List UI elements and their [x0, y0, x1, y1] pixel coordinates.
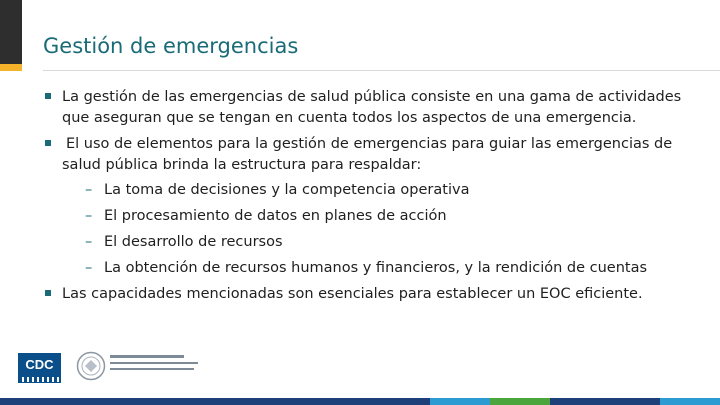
university-wordmark-line — [110, 368, 194, 370]
cdc-logo-text: CDC — [25, 357, 54, 372]
subitem-3: El desarrollo de recursos — [104, 234, 283, 250]
square-bullet-icon — [45, 140, 51, 146]
square-bullet-icon — [45, 290, 51, 296]
bullet-2-line-1: El uso de elementos para la gestión de emergencias para guiar las emergencias de — [66, 136, 673, 152]
bullet-2-line-2: salud pública brinda la estructura para respaldar: — [62, 157, 422, 173]
footer-color-strip — [0, 398, 720, 405]
subitem-1: La toma de decisiones y la competencia operativa — [104, 182, 470, 198]
corner-accent-stripe — [0, 64, 22, 71]
bullet-3-line-1: Las capacidades mencionadas son esenciales para establecer un EOC eficiente. — [62, 286, 643, 302]
dash-marker: – — [85, 208, 93, 224]
cdc-logo-stripes — [19, 377, 60, 382]
strip-segment-green — [490, 398, 550, 405]
subitem-2: El procesamiento de datos en planes de acción — [104, 208, 447, 224]
university-wordmark-line — [110, 362, 198, 364]
bullet-1-line-1: La gestión de las emergencias de salud pública consiste en una gama de actividades — [62, 89, 682, 105]
strip-segment-light-blue-2 — [660, 398, 720, 405]
university-wordmark-line — [110, 355, 184, 358]
corner-accent-bar — [0, 0, 22, 64]
title-divider — [43, 70, 720, 71]
strip-segment-navy — [0, 398, 430, 405]
dash-marker: – — [85, 260, 93, 276]
dash-marker: – — [85, 234, 93, 250]
subitem-4: La obtención de recursos humanos y financieros, y la rendición de cuentas — [104, 260, 648, 276]
square-bullet-icon — [45, 93, 51, 99]
dash-marker: – — [85, 182, 93, 198]
strip-segment-light-blue — [430, 398, 490, 405]
cdc-logo — [18, 353, 61, 383]
university-seal-icon — [76, 351, 106, 381]
strip-segment-navy-2 — [550, 398, 660, 405]
bullet-1-line-2: que aseguran que se tengan en cuenta todos los aspectos de una emergencia. — [62, 110, 637, 126]
university-wordmark — [110, 355, 198, 374]
slide-title: Gestión de emergencias — [43, 34, 299, 58]
